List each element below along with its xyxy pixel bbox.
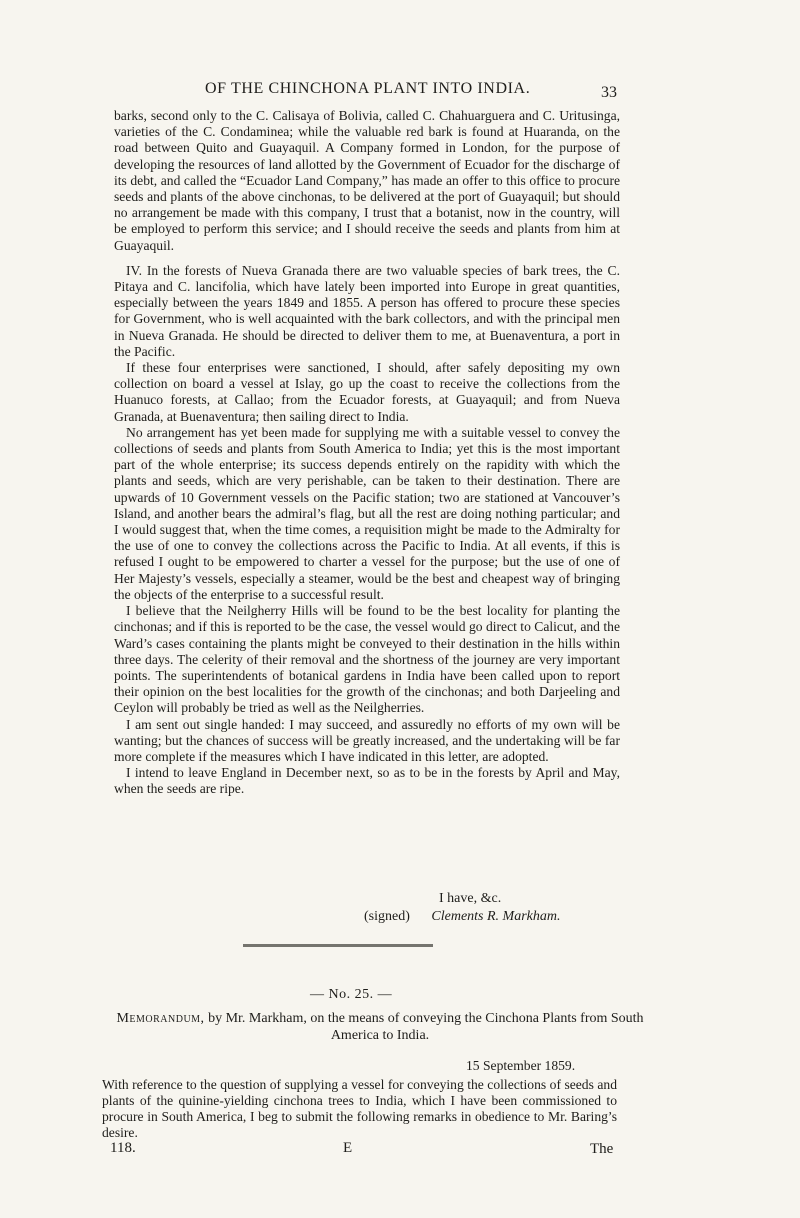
signed-label: (signed) bbox=[364, 909, 410, 924]
running-head bbox=[0, 78, 800, 102]
paragraph-section-iv: IV. In the forests of Nueva Granada there are two valuable species of bark trees, the C. Pitaya and C. lancifolia, which have lately been imported into Europe in great quantities, especially between the years 1849 and 1855. A person has offered to procure these species for Government, who is well acquainted with the bark collectors, and with the principal men in Nueva Granada. He should be directed to deliver them to me, at Buenaventura, a port in the Pacific. bbox=[114, 262, 620, 359]
page-number: 33 bbox=[601, 84, 617, 101]
closing-line: I have, &c. bbox=[439, 891, 502, 906]
catchword: The bbox=[590, 1141, 614, 1157]
paragraph-enterprises: If these four enterprises were sanctioned, I should, after safely depositing my own collection on board a vessel at Islay, go up the coast to receive the collections from the Huanuco forests, at Callao; from the Ecuador forests, at Guayaquil; and from Nueva Granada, at Buenaventura; then sailing direct to India. bbox=[114, 360, 620, 424]
sheet-mark: 118. bbox=[110, 1140, 136, 1156]
signature-letter: E bbox=[343, 1140, 353, 1156]
paragraph-continued: barks, second only to the C. Calisaya of Bolivia, called C. Chahuarguera and C. Uritusinga, varieties of the C. Condaminea; while the valuable red bark is found at Huaranda, on the road between Quito and Guayaquil. A Company formed in London, for the purpose of developing the resources of land allotted by the Government of Ecuador for the discharge of its debt, and called the “Ecuador Land Company,” has made an offer to this office to procure seeds and plants of the above cinchonas, to be delivered at the port of Guayaquil; but should no arrangement be made with this company, I trust that a botanist, now in the country, will be employed to perform this service; and I should receive the seeds and plants from him at Guayaquil. bbox=[114, 108, 620, 253]
section-divider bbox=[243, 944, 433, 947]
memo-heading-lead: Memorandum, bbox=[116, 1011, 205, 1026]
paragraph-single-handed: I am sent out single handed: I may succeed, and assuredly no efforts of my own will be wanting; but the chances of success will be greatly increased, and the undertaking will be far more complete if the measures which I have indicated in this letter, are adopted. bbox=[114, 716, 620, 764]
page-footer bbox=[0, 1140, 800, 1160]
memo-heading bbox=[100, 1010, 660, 1044]
running-title: OF THE CHINCHONA PLANT INTO INDIA. bbox=[205, 80, 531, 97]
memo-date: 15 September 1859. bbox=[466, 1058, 576, 1073]
paragraph-departure: I intend to leave England in December next, so as to be in the forests by April and May, when the seeds are ripe. bbox=[114, 765, 620, 797]
paragraph-vessel: No arrangement has yet been made for supplying me with a suitable vessel to convey the collections of seeds and plants from South America to India; yet this is the most important part of the whole enterprise; its success depends entirely on the rapidity with which the plants and seeds, which are very perishable, can be taken to their destination. There are upwards of 10 Government vessels on the Pacific station; two are stationed at Vancouver’s Island, and another bears the admiral’s flag, but all the rest are doing nothing particular; and I would suggest that, when the time comes, a requisition might be made to the Admiralty for the use of one to convey the collections across the Pacific to India. At all events, if this is refused I ought to be empowered to charter a vessel for the purpose; but the use of one of Her Majesty’s vessels, especially a steamer, would be the best and cheapest way of bringing the objects of the enterprise to a successful result. bbox=[114, 424, 620, 602]
signatory-name: Clements R. Markham. bbox=[431, 909, 561, 924]
memo-text: With reference to the question of supplying a vessel for conveying the collections of seeds and plants of the quinine-yielding cinchona trees to India, which I have been commissioned to procure in South America, I beg to submit the following remarks in obedience to Mr. Baring’s desire. bbox=[102, 1077, 617, 1140]
memo-heading-rest: by Mr. Markham, on the means of conveying the Cinchona Plants from South America to India. bbox=[208, 1011, 644, 1043]
paragraph-neilgherry: I believe that the Neilgherry Hills will be found to be the best locality for planting the cinchonas; and if this is reported to be the case, the vessel would go direct to Calicut, and the Ward’s cases containing the plants might be conveyed to their destination in the hills within three days. The celerity of their removal and the shortness of the journey are very important points. The superintendents of botanical gardens in India have been called upon to report their opinion on the best localities for the growth of the cinchonas; and both Darjeeling and Ceylon will probably be tried as well as the Neilgherries. bbox=[114, 603, 620, 716]
signature-line bbox=[364, 909, 560, 925]
body-text bbox=[114, 108, 620, 798]
document-number: — No. 25. — bbox=[310, 987, 393, 1002]
